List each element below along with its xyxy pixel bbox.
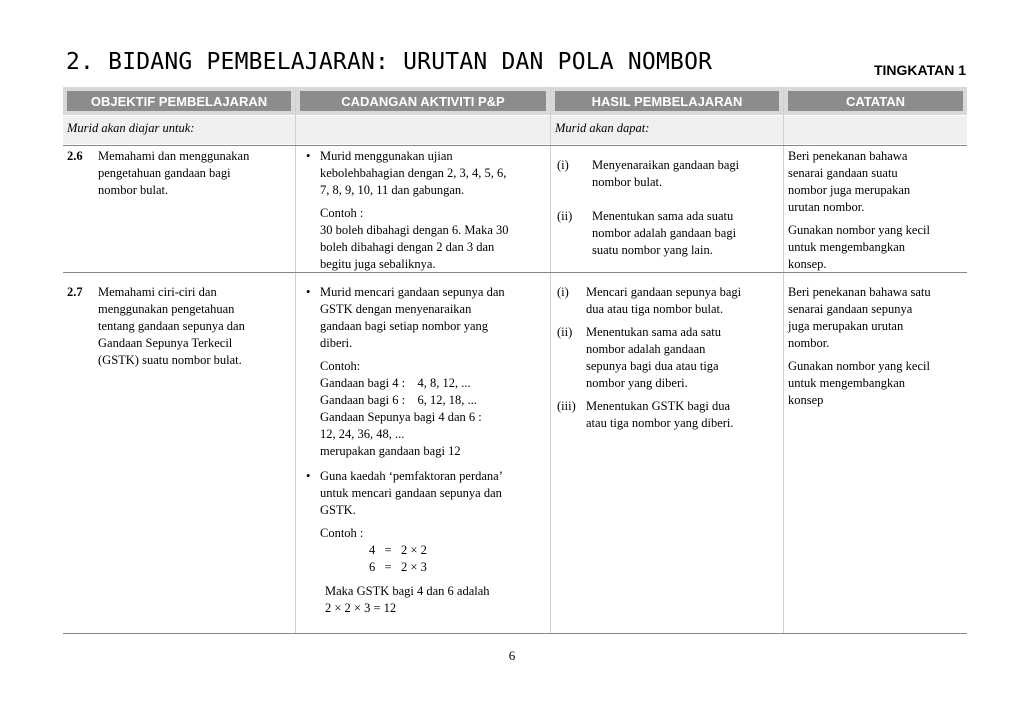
note-line: nombor. [788, 336, 830, 350]
outcome-line: Menyenaraikan gandaan bagi [592, 158, 740, 172]
activity-line: kebolehbahagian dengan 2, 3, 4, 5, 6, [320, 166, 507, 180]
outcome-marker: (iii) [557, 399, 576, 413]
page-title: 2. BIDANG PEMBELAJARAN: URUTAN DAN POLA NOMBOR [66, 49, 713, 75]
outcome-line: nombor adalah gandaan bagi [592, 226, 737, 240]
objective-line: nombor bulat. [98, 183, 169, 197]
activity-line: Murid mencari gandaan sepunya dan [320, 285, 505, 299]
objective-line: Gandaan Sepunya Terkecil [98, 336, 233, 350]
header-notes: CATATAN [788, 91, 963, 111]
outcome-line: Menentukan sama ada suatu [592, 209, 734, 223]
factorization-line: 4 = 2 × 2 [369, 543, 427, 557]
example-line: begitu juga sebaliknya. [320, 257, 436, 271]
outcome-marker: (i) [557, 158, 569, 172]
note-line: senarai gandaan sepunya [788, 302, 913, 316]
grade-level: TINGKATAN 1 [873, 62, 966, 78]
subheader-objective: Murid akan diajar untuk: [63, 116, 295, 144]
example-line: 12, 24, 36, 48, ... [320, 427, 405, 441]
factorization-line: 6 = 2 × 3 [369, 560, 427, 574]
objective-line: Memahami ciri-ciri dan [98, 285, 217, 299]
note-line: konsep [788, 393, 824, 407]
note-line: Beri penekanan bahawa satu [788, 285, 931, 299]
objective-line: tentang gandaan sepunya dan [98, 319, 245, 333]
objective-line: menggunakan pengetahuan [98, 302, 235, 316]
example-line: Gandaan Sepunya bagi 4 dan 6 : [320, 410, 482, 424]
example-line: Gandaan bagi 6 : 6, 12, 18, ... [320, 393, 477, 407]
activity-line: 7, 8, 9, 10, 11 dan gabungan. [320, 183, 465, 197]
activity-line: untuk mencari gandaan sepunya dan [320, 486, 502, 500]
note-line: Gunakan nombor yang kecil [788, 223, 930, 237]
outcome-marker: (ii) [557, 209, 573, 223]
note-line: nombor juga merupakan [788, 183, 911, 197]
page-number: 6 [508, 648, 516, 663]
bullet-icon: • [306, 149, 311, 163]
header-objective: OBJEKTIF PEMBELAJARAN [67, 91, 291, 111]
header-outcomes: HASIL PEMBELAJARAN [555, 91, 779, 111]
outcome-line: nombor bulat. [592, 175, 663, 189]
curriculum-table [63, 87, 967, 634]
outcome-line: Menentukan sama ada satu [586, 325, 722, 339]
outcome-line: sepunya bagi dua atau tiga [586, 359, 719, 373]
outcome-line: nombor adalah gandaan [586, 342, 706, 356]
objective-number: 2.6 [67, 149, 83, 163]
example-label: Contoh : [320, 526, 364, 540]
example-line: Gandaan bagi 4 : 4, 8, 12, ... [320, 376, 471, 390]
objective-line: (GSTK) suatu nombor bulat. [98, 353, 242, 367]
example-line: merupakan gandaan bagi 12 [320, 444, 461, 458]
outcome-line: Menentukan GSTK bagi dua [586, 399, 731, 413]
subheader-notes [784, 116, 967, 144]
activity-line: Murid menggunakan ujian [320, 149, 453, 163]
conclusion-line: 2 × 2 × 3 = 12 [325, 601, 397, 615]
example-line: 30 boleh dibahagi dengan 6. Maka 30 [320, 223, 509, 237]
objective-number: 2.7 [67, 285, 83, 299]
subheader-outcomes: Murid akan dapat: [551, 116, 783, 144]
activity-line: GSTK dengan menyenaraikan [320, 302, 472, 316]
subheader-activities [296, 116, 550, 144]
activity-line: gandaan bagi setiap nombor yang [320, 319, 489, 333]
note-line: juga merupakan urutan [788, 319, 904, 333]
header-activities: CADANGAN AKTIVITI P&P [300, 91, 546, 111]
note-line: konsep. [788, 257, 827, 271]
outcome-line: nombor yang diberi. [586, 376, 688, 390]
note-line: Beri penekanan bahawa [788, 149, 908, 163]
objective-line: pengetahuan gandaan bagi [98, 166, 231, 180]
note-line: untuk mengembangkan [788, 240, 905, 254]
outcome-marker: (i) [557, 285, 569, 299]
outcome-line: Mencari gandaan sepunya bagi [586, 285, 742, 299]
bullet-icon: • [306, 285, 311, 299]
objective-line: Memahami dan menggunakan [98, 149, 250, 163]
note-line: untuk mengembangkan [788, 376, 905, 390]
activity-line: Guna kaedah ‘pemfaktoran perdana’ [320, 469, 503, 483]
outcome-marker: (ii) [557, 325, 573, 339]
outcome-line: suatu nombor yang lain. [592, 243, 713, 257]
activity-line: diberi. [320, 336, 353, 350]
note-line: Gunakan nombor yang kecil [788, 359, 930, 373]
conclusion-line: Maka GSTK bagi 4 dan 6 adalah [325, 584, 490, 598]
example-line: Contoh: [320, 359, 361, 373]
example-line: boleh dibahagi dengan 2 dan 3 dan [320, 240, 495, 254]
note-line: senarai gandaan suatu [788, 166, 898, 180]
bullet-icon: • [306, 469, 311, 483]
outcome-line: dua atau tiga nombor bulat. [586, 302, 724, 316]
note-line: urutan nombor. [788, 200, 865, 214]
outcome-line: atau tiga nombor yang diberi. [586, 416, 734, 430]
example-line: Contoh : [320, 206, 364, 220]
activity-line: GSTK. [320, 503, 356, 517]
